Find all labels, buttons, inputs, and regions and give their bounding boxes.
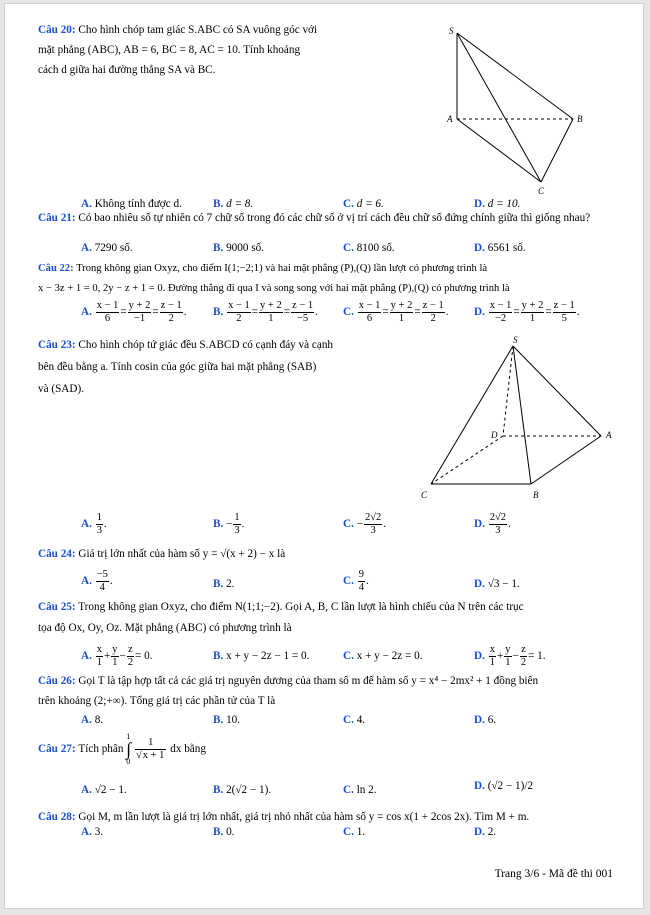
- q20-label-c: C: [538, 186, 545, 196]
- q20-option-b: B. d = 8.: [213, 198, 254, 210]
- question-28: Câu 28: Gọi M, m lần lượt là giá trị lớn nhất, giá trị nhỏ nhất của hàm số y = cos x(1 + 2cos 2x). Tìm M + m.: [38, 811, 530, 823]
- q21-option-b: B. 9000 số.: [213, 242, 264, 254]
- q24-option-c: C. $\frac{9}{4}$ .: [343, 569, 369, 593]
- q28-option-c: C. 1.: [343, 826, 366, 838]
- question-27: Câu 27: Tích phân 1 ∫ 0 $\frac{1}{√x + 1}$ dx bằng: [38, 732, 206, 766]
- q28-option-b: B. 0.: [213, 826, 235, 838]
- q23-option-d: D. $\frac{2√2}{3}$ .: [474, 512, 511, 536]
- q23-label-s: S: [513, 335, 518, 345]
- q20-label-s: S: [449, 26, 454, 36]
- q25-option-c: C. x + y − 2z = 0.: [343, 650, 423, 662]
- q27-option-a: A. √2 − 1.: [81, 784, 127, 796]
- q26-option-c: C. 4.: [343, 714, 366, 726]
- q20-option-c: C. d = 6.: [343, 198, 384, 210]
- question-23: Câu 23: Cho hình chóp tứ giác đều S.ABCD có cạnh đáy và cạnh bên đều bằng a. Tính cosin của góc giữa hai mặt phẳng (SAB) và (SAD).: [38, 339, 334, 395]
- question-26: Câu 26: Gọi T là tập hợp tất cả các giá trị nguyên dương của tham số m để hàm số y = x⁴ − 2mx² + 1 đồng biến trên khoảng (2;+∞). Tổng giá trị các phần tử của T là: [38, 675, 539, 707]
- q26-option-a: A. 8.: [81, 714, 104, 726]
- q20-label-b: B: [577, 114, 583, 124]
- q20-label-a: A: [447, 114, 453, 124]
- q20-option-d: D. d = 10.: [474, 198, 521, 210]
- q27-option-c: C. ln 2.: [343, 784, 377, 796]
- exam-page: [4, 3, 644, 909]
- q25-option-d: D. $\frac{x}{1}$ + $\frac{y}{1}$ − $\frac{z}{2}$ = 1.: [474, 644, 546, 668]
- question-21: Câu 21: Có bao nhiêu số tự nhiên có 7 chữ số trong đó các chữ số ở vị trí cách đều chữ số đứng chính giữa thì giống nhau?: [38, 212, 591, 224]
- q20-line3: cách d giữa hai đường thẳng SA và BC.: [38, 64, 216, 76]
- question-24: Câu 24: Giá trị lớn nhất của hàm số y = √(x + 2) − x là: [38, 548, 286, 560]
- q20-pyramid-figure: [443, 24, 593, 199]
- q28-option-d: D. 2.: [474, 826, 497, 838]
- q28-option-a: A. 3.: [81, 826, 104, 838]
- q26-option-d: D. 6.: [474, 714, 497, 726]
- question-20: [38, 20, 398, 80]
- q20-line1: Cho hình chóp tam giác S.ABC có SA vuông góc với: [78, 24, 318, 36]
- q23-pyramid-figure: [413, 334, 623, 509]
- q20-option-a: A. Không tính được d.: [81, 198, 182, 210]
- q25-option-a: A. $\frac{x}{1}$ + $\frac{y}{1}$ − $\frac{z}{2}$ = 0.: [81, 644, 153, 668]
- q23-label-a: A: [606, 430, 612, 440]
- q23-option-b: B. − $\frac{1}{3}$ .: [213, 512, 245, 536]
- q23-label-d: D: [491, 430, 498, 440]
- q22-option-d: D. $\frac{x - 1}{-2}$ = $\frac{y + 2}{1}$ = $\frac{z - 1}{5}$ .: [474, 300, 580, 324]
- q22-option-b: B. $\frac{x - 1}{2}$ = $\frac{y + 2}{1}$ = $\frac{z - 1}{-5}$ .: [213, 300, 318, 324]
- q24-option-d: D. √3 − 1.: [474, 578, 520, 590]
- q21-option-c: C. 8100 số.: [343, 242, 395, 254]
- q27-option-b: B. 2(√2 − 1).: [213, 784, 272, 796]
- q20-line2: mặt phẳng (ABC), AB = 6, BC = 8, AC = 10. Tính khoảng: [38, 44, 301, 56]
- q23-option-a: A. $\frac{1}{3}$ .: [81, 512, 107, 536]
- question-22: Câu 22: Trong không gian Oxyz, cho điểm I(1;−2;1) và hai mặt phẳng (P),(Q) lần lượt có phương trình là x − 3z + 1 = 0, 2y − z + 1 = 0. Đường thẳng đi qua I và song song với hai mặt phẳng (P),(Q) có phương trình là: [38, 263, 510, 294]
- q23-label-c: C: [421, 490, 428, 500]
- question-25: Câu 25: Trong không gian Oxyz, cho điểm N(1;1;−2). Gọi A, B, C lần lượt là hình chiếu của N trên các trục tọa độ Ox, Oy, Oz. Mặt phẳng (ABC) có phương trình là: [38, 601, 524, 634]
- page-footer: Trang 3/6 - Mã đề thi 001: [494, 868, 613, 880]
- q20-number: Câu 20:: [38, 24, 76, 36]
- q23-label-b: B: [533, 490, 539, 500]
- q26-option-b: B. 10.: [213, 714, 241, 726]
- q27-option-d: D. (√2 − 1)/2: [474, 780, 534, 792]
- q24-option-b: B. 2.: [213, 578, 235, 590]
- q22-option-c: C. $\frac{x - 1}{6}$ = $\frac{y + 2}{1}$ = $\frac{z - 1}{2}$ .: [343, 300, 449, 324]
- q25-option-b: B. x + y − 2z − 1 = 0.: [213, 650, 310, 662]
- q21-option-a: A. 7290 số.: [81, 242, 133, 254]
- q24-option-a: A. $\frac{-5}{4}$ .: [81, 569, 113, 593]
- q23-option-c: C. − $\frac{2√2}{3}$ .: [343, 512, 387, 536]
- q22-option-a: A. $\frac{x - 1}{6}$ = $\frac{y + 2}{-1}$ = $\frac{z - 1}{2}$ .: [81, 300, 187, 324]
- q21-option-d: D. 6561 số.: [474, 242, 526, 254]
